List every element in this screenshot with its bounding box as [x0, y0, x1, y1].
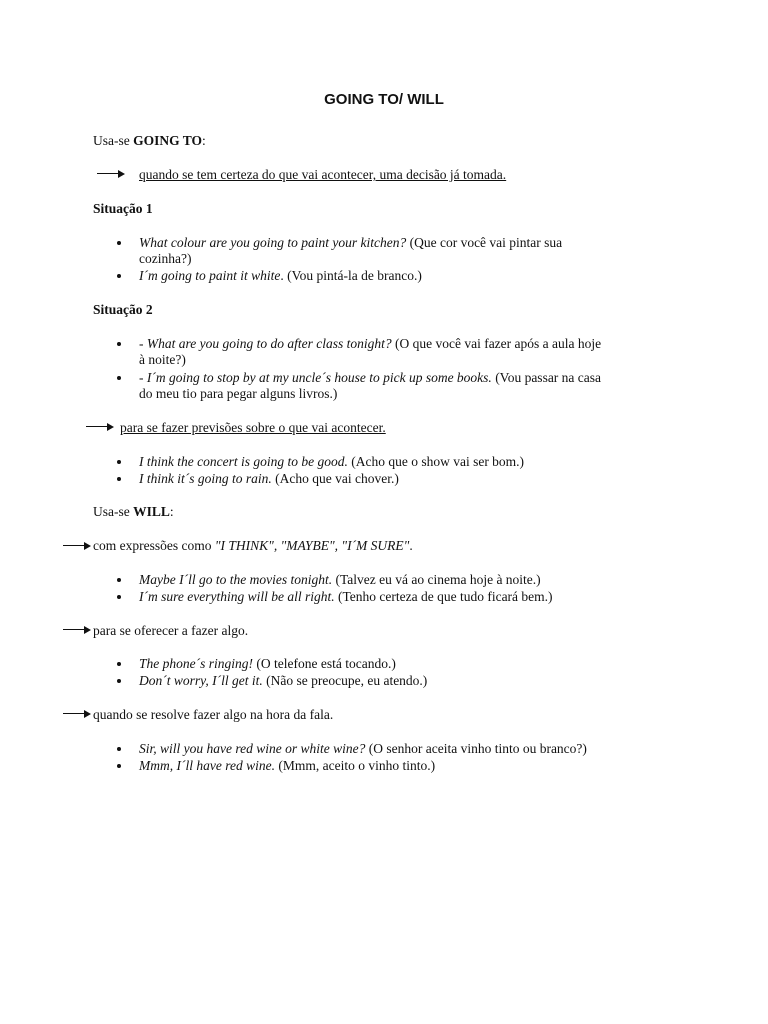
bullet-icon — [117, 460, 121, 464]
will-rule-expressions: com expressões como "I THINK", "MAYBE", "I´M SURE". — [93, 538, 413, 553]
list-item: I think the concert is going to be good. (Acho que o show vai ser bom.) — [139, 454, 525, 469]
bullet-icon — [117, 342, 121, 346]
bullet-icon — [117, 376, 121, 380]
bullet-icon — [117, 662, 121, 666]
bullet-icon — [117, 241, 121, 245]
arrow-icon — [63, 541, 91, 551]
bullet-icon — [117, 578, 121, 582]
arrow-icon — [63, 709, 91, 719]
situation-1-heading: Situação 1 — [93, 201, 153, 216]
list-item-continuation: do meu tio para pegar alguns livros.) — [139, 386, 338, 401]
list-item: Maybe I´ll go to the movies tonight. (Talvez eu vá ao cinema hoje à noite.) — [139, 572, 541, 587]
bullet-icon — [117, 679, 121, 683]
list-item: - I´m going to stop by at my uncle´s house to pick up some books. (Vou passar na casa — [139, 370, 602, 385]
bullet-icon — [117, 595, 121, 599]
page-title: GOING TO/ WILL — [324, 91, 444, 108]
list-item: I think it´s going to rain. (Acho que vai chover.) — [139, 471, 399, 486]
going-to-rule-certainty: quando se tem certeza do que vai acontecer, uma decisão já tomada. — [139, 167, 507, 182]
arrow-icon — [97, 169, 125, 179]
will-rule-instant-decision: quando se resolve fazer algo na hora da fala. — [93, 707, 334, 722]
list-item: I´m sure everything will be all right. (Tenho certeza de que tudo ficará bem.) — [139, 589, 553, 604]
situation-2-heading: Situação 2 — [93, 302, 153, 317]
arrow-icon — [63, 625, 91, 635]
bullet-icon — [117, 764, 121, 768]
bullet-icon — [117, 477, 121, 481]
list-item: Mmm, I´ll have red wine. (Mmm, aceito o vinho tinto.) — [139, 758, 436, 773]
list-item: Sir, will you have red wine or white wine? (O senhor aceita vinho tinto ou branco?) — [139, 741, 587, 756]
list-item: The phone´s ringing! (O telefone está tocando.) — [139, 656, 396, 671]
bullet-icon — [117, 274, 121, 278]
list-item-continuation: cozinha?) — [139, 251, 192, 266]
going-to-rule-predictions: para se fazer previsões sobre o que vai acontecer. — [120, 420, 386, 435]
list-item: I´m going to paint it white. (Vou pintá-la de branco.) — [139, 268, 422, 283]
going-to-intro: Usa-se GOING TO: — [93, 133, 206, 148]
list-item: - What are you going to do after class tonight? (O que você vai fazer após a aula hoje — [139, 336, 602, 351]
list-item: Don´t worry, I´ll get it. (Não se preocupe, eu atendo.) — [139, 673, 428, 688]
list-item: What colour are you going to paint your kitchen? (Que cor você vai pintar sua — [139, 235, 563, 250]
bullet-icon — [117, 747, 121, 751]
will-intro: Usa-se WILL: — [93, 504, 174, 519]
list-item-continuation: à noite?) — [139, 352, 186, 367]
will-rule-offer: para se oferecer a fazer algo. — [93, 623, 249, 638]
arrow-icon — [86, 422, 114, 432]
